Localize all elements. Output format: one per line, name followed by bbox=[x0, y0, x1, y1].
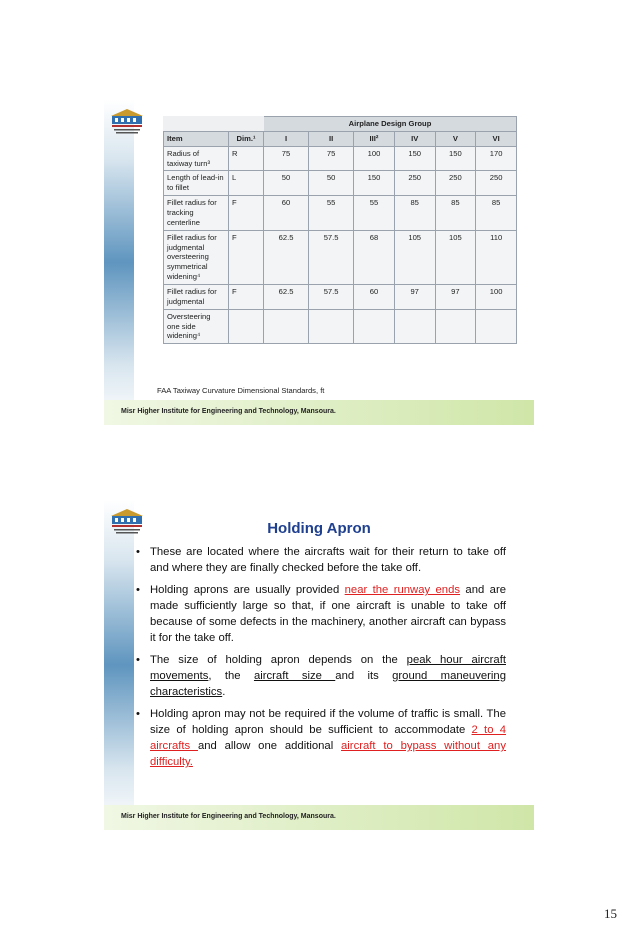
column-header: I bbox=[264, 131, 309, 146]
institute-logo-icon bbox=[107, 106, 147, 136]
table-cell: Fillet radius for judgmental bbox=[164, 285, 229, 310]
table-cell: 60 bbox=[354, 285, 395, 310]
bullet-text: The size of holding apron depends on the bbox=[150, 654, 407, 666]
table-cell: 50 bbox=[309, 171, 354, 196]
airplane-design-group-header: Airplane Design Group bbox=[264, 117, 517, 132]
table-cell: 110 bbox=[476, 230, 517, 284]
table-cell: 62.5 bbox=[264, 285, 309, 310]
bullet-icon: • bbox=[136, 546, 140, 558]
table-cell bbox=[394, 309, 435, 344]
bullet-text: These are located where the aircrafts wait for their return to take off and where they are finally checked before the take off. bbox=[150, 546, 506, 574]
table-cell: 75 bbox=[264, 146, 309, 171]
bullet-icon: • bbox=[136, 584, 140, 596]
highlight-text: near the runway ends bbox=[344, 584, 461, 596]
table-caption: FAA Taxiway Curvature Dimensional Standards, ft bbox=[157, 386, 325, 395]
table-header-row bbox=[164, 131, 517, 146]
page-number: 15 bbox=[604, 906, 617, 921]
slide-title: Holding Apron bbox=[267, 520, 371, 537]
underlined-text: aircraft size bbox=[253, 670, 336, 682]
underlined-text: ground maneuvering characteristics bbox=[150, 670, 506, 698]
table-cell: Oversteering one side widening⁴ bbox=[164, 309, 229, 344]
bullet-text: Holding aprons are usually provided bbox=[150, 584, 345, 596]
table-cell bbox=[435, 309, 476, 344]
bullet-text: and are made sufficiently large so that, if one aircraft is unable to take off because of some defects in the machinery, another aircraft can bypass it for the take off. bbox=[150, 584, 506, 644]
table-cell bbox=[229, 309, 264, 344]
table-cell: 250 bbox=[476, 171, 517, 196]
list-item bbox=[134, 544, 506, 576]
table-cell bbox=[309, 309, 354, 344]
slide-1 bbox=[104, 100, 534, 425]
table-cell: 105 bbox=[394, 230, 435, 284]
bullet-text: . bbox=[222, 686, 226, 698]
bullet-icon: • bbox=[136, 654, 140, 666]
table-group-header-row bbox=[164, 117, 517, 132]
table-cell: 250 bbox=[435, 171, 476, 196]
table-cell: L bbox=[229, 171, 264, 196]
table-row bbox=[164, 196, 517, 231]
table-cell: 250 bbox=[394, 171, 435, 196]
left-gradient-bar bbox=[104, 100, 134, 425]
bullet-list bbox=[134, 544, 506, 776]
table-cell: Length of lead-in to fillet bbox=[164, 171, 229, 196]
highlight-text: aircraft to bypass without any difficulty. bbox=[150, 740, 506, 768]
table-cell: 150 bbox=[354, 171, 395, 196]
table-cell: 50 bbox=[264, 171, 309, 196]
slide-2 bbox=[104, 500, 534, 830]
bullet-text: Holding apron may not be required if the volume of traffic is small. The size of holding apron should be sufficient to accommodate bbox=[150, 708, 506, 736]
table-cell: F bbox=[229, 230, 264, 284]
slide-footer bbox=[104, 400, 534, 425]
table-cell bbox=[264, 309, 309, 344]
table-cell: 68 bbox=[354, 230, 395, 284]
left-gradient-bar bbox=[104, 500, 134, 830]
slide-footer bbox=[104, 805, 534, 830]
table-cell: R bbox=[229, 146, 264, 171]
table-cell bbox=[476, 309, 517, 344]
table-cell: 60 bbox=[264, 196, 309, 231]
column-header: VI bbox=[476, 131, 517, 146]
table-row bbox=[164, 285, 517, 310]
table-row bbox=[164, 171, 517, 196]
table-cell: 150 bbox=[394, 146, 435, 171]
table-row bbox=[164, 146, 517, 171]
table-cell: 170 bbox=[476, 146, 517, 171]
footer-text: Misr Higher Institute for Engineering and Technology, Mansoura. bbox=[121, 408, 336, 415]
list-item bbox=[134, 582, 506, 646]
table-cell: F bbox=[229, 196, 264, 231]
list-item bbox=[134, 706, 506, 770]
bullet-text: , the bbox=[208, 670, 254, 682]
underlined-text: peak hour aircraft movements bbox=[150, 654, 506, 682]
bullet-text: and allow one additional bbox=[197, 740, 342, 752]
column-header: IV bbox=[394, 131, 435, 146]
table-cell: 55 bbox=[354, 196, 395, 231]
table-cell: 57.5 bbox=[309, 230, 354, 284]
bullet-icon: • bbox=[136, 708, 140, 720]
table-cell: F bbox=[229, 285, 264, 310]
list-item bbox=[134, 652, 506, 700]
table-cell: 85 bbox=[476, 196, 517, 231]
footer-text: Misr Higher Institute for Engineering and Technology, Mansoura. bbox=[121, 813, 336, 820]
table-cell: 105 bbox=[435, 230, 476, 284]
highlight-text: 2 to 4 aircrafts bbox=[150, 724, 506, 752]
column-header: Dim.¹ bbox=[229, 131, 264, 146]
table-cell: 75 bbox=[309, 146, 354, 171]
table-cell: Fillet radius for judgmental oversteering symmetrical widening⁴ bbox=[164, 230, 229, 284]
table-row bbox=[164, 230, 517, 284]
table-cell: 150 bbox=[435, 146, 476, 171]
bullet-text: and its bbox=[335, 670, 393, 682]
column-header: Item bbox=[164, 131, 229, 146]
table-cell: 55 bbox=[309, 196, 354, 231]
column-header: V bbox=[435, 131, 476, 146]
column-header: III² bbox=[354, 131, 395, 146]
table-cell: 100 bbox=[354, 146, 395, 171]
table-cell bbox=[354, 309, 395, 344]
table-cell: 57.5 bbox=[309, 285, 354, 310]
table-cell: Fillet radius for tracking centerline bbox=[164, 196, 229, 231]
taxiway-standards-table bbox=[163, 116, 517, 344]
table-cell: 100 bbox=[476, 285, 517, 310]
table-cell: 97 bbox=[394, 285, 435, 310]
table-cell: 85 bbox=[435, 196, 476, 231]
column-header: II bbox=[309, 131, 354, 146]
table-cell: Radius of taxiway turn³ bbox=[164, 146, 229, 171]
table-cell: 62.5 bbox=[264, 230, 309, 284]
table-cell: 85 bbox=[394, 196, 435, 231]
table-row bbox=[164, 309, 517, 344]
table-cell: 97 bbox=[435, 285, 476, 310]
